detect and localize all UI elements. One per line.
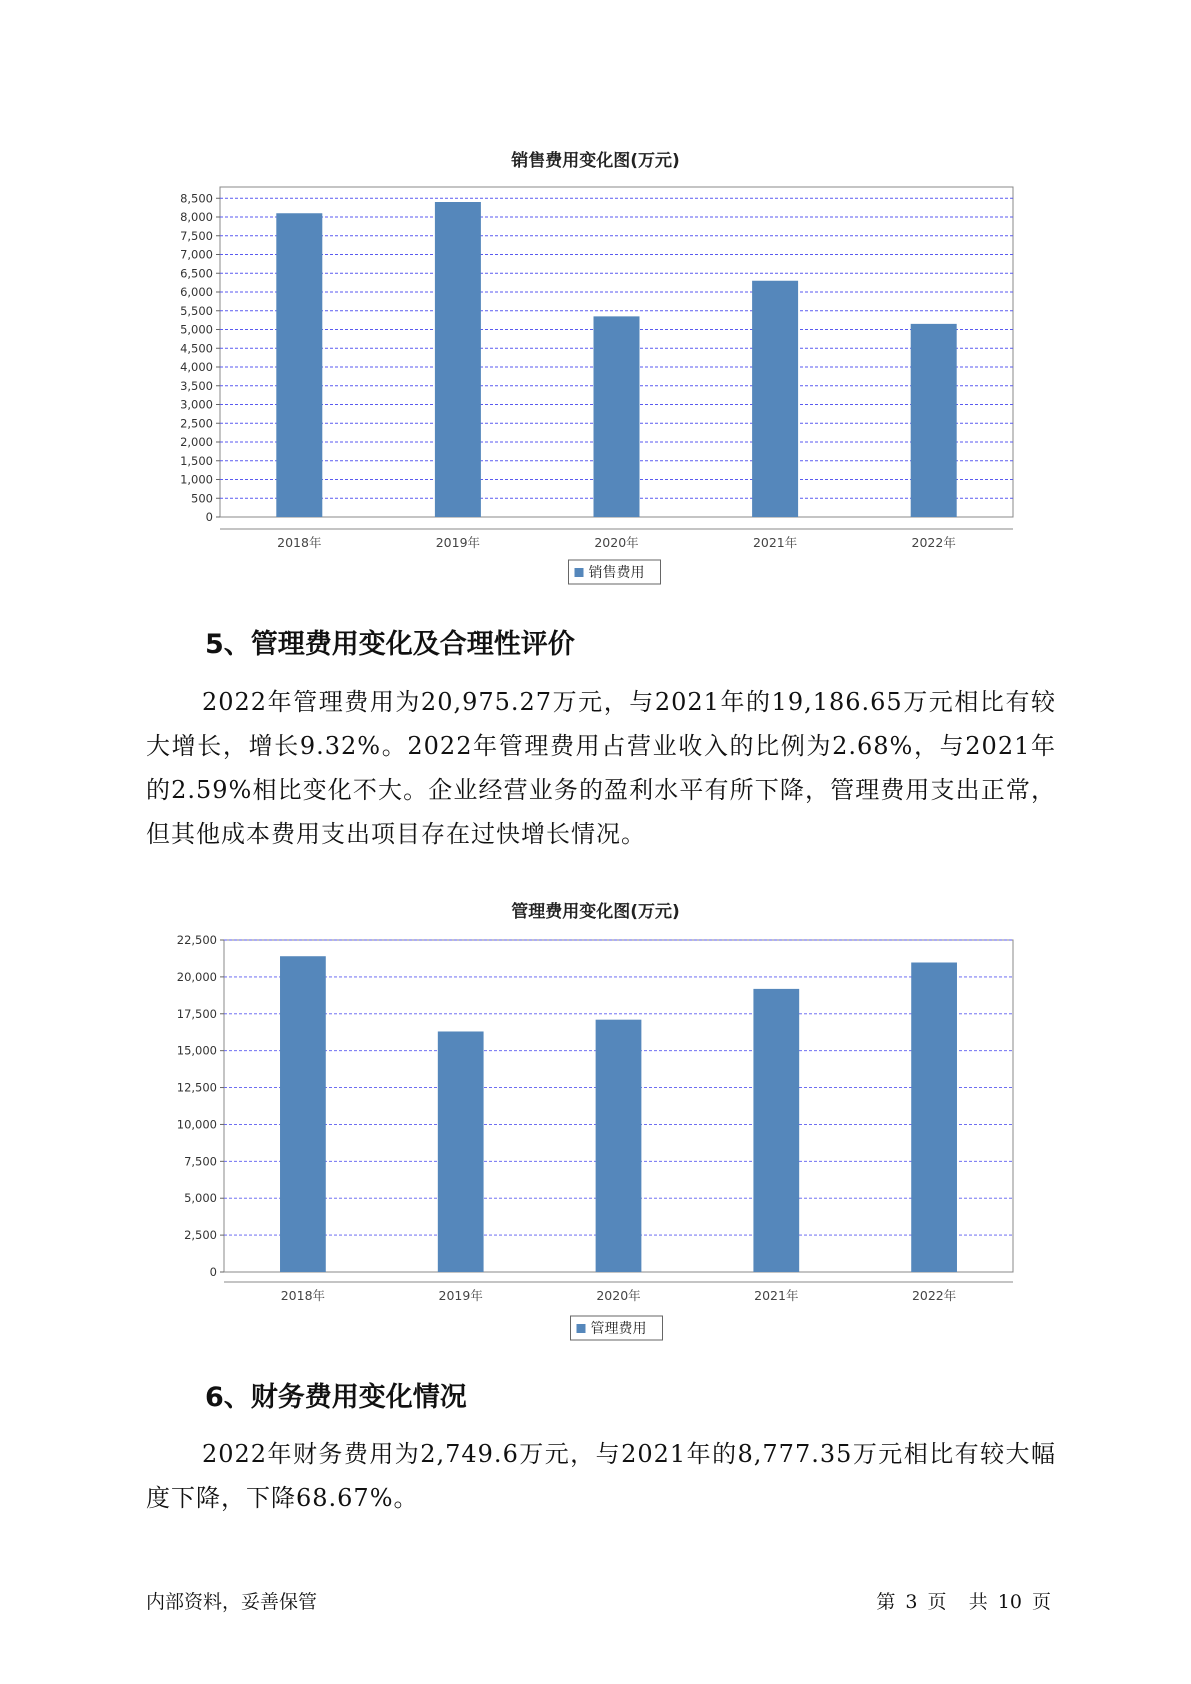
section-5-heading: 5、管理费用变化及合理性评价 <box>205 629 575 660</box>
section-5-paragraph: 2022年管理费用为20,975.27万元，与2021年的19,186.65万元相比有较大增长，增长9.32%。2022年管理费用占营业收入的比例为2.68%，与2021年的2.59%相比变化不大。企业经营业务的盈利水平有所下降，管理费用支出正常，但其他成本费用支出项目存在过快增长情况。 <box>146 688 1056 848</box>
section-6-heading: 6、财务费用变化情况 <box>205 1382 467 1413</box>
y-tick-label: 2,500 <box>184 1228 217 1243</box>
y-tick-label: 0 <box>209 1265 217 1279</box>
y-tick-label: 7,500 <box>184 1154 217 1169</box>
legend-swatch <box>575 568 584 577</box>
y-tick-label: 4,500 <box>180 341 213 356</box>
sales-chart <box>0 0 1191 600</box>
bar <box>594 316 640 517</box>
x-tick-label: 2018年 <box>277 535 322 550</box>
bar <box>753 989 799 1272</box>
y-tick-label: 7,500 <box>180 228 213 243</box>
y-tick-label: 5,000 <box>184 1191 217 1206</box>
x-tick-label: 2021年 <box>752 535 798 550</box>
x-tick-label: 2022年 <box>911 1288 957 1303</box>
y-tick-label: 500 <box>191 491 213 506</box>
x-tick-label: 2021年 <box>754 1288 799 1303</box>
footer-page-number <box>874 1587 1053 1614</box>
y-tick-label: 5,000 <box>180 322 213 337</box>
page-unit: 页 <box>927 1591 947 1613</box>
y-tick-label: 15,000 <box>176 1043 217 1058</box>
total-unit: 页 <box>1031 1591 1051 1613</box>
x-tick-label: 2018年 <box>280 1288 326 1303</box>
total-prefix: 共 <box>968 1591 988 1613</box>
bar <box>596 1020 642 1272</box>
sales-chart-title: 销售费用变化图(万元) <box>511 151 680 171</box>
y-tick-label: 12,500 <box>176 1080 217 1095</box>
bar <box>435 202 481 517</box>
y-tick-label: 8,500 <box>180 191 213 206</box>
legend-swatch <box>577 1324 586 1333</box>
y-tick-label: 3,500 <box>180 378 213 393</box>
y-tick-label: 8,000 <box>180 210 213 224</box>
bar <box>280 956 326 1272</box>
x-tick-label: 2020年 <box>594 535 639 550</box>
y-tick-label: 5,500 <box>180 303 213 318</box>
y-tick-label: 1,000 <box>180 472 213 487</box>
page-total: 10 <box>997 1591 1022 1613</box>
y-tick-label: 2,000 <box>180 435 213 449</box>
bar <box>911 962 957 1272</box>
x-tick-label: 2019年 <box>438 1288 483 1303</box>
footer-confidential-note: 内部资料，妥善保管 <box>146 1591 318 1613</box>
y-tick-label: 0 <box>205 510 213 524</box>
x-tick-label: 2019年 <box>435 535 481 550</box>
y-tick-label: 4,000 <box>180 360 213 374</box>
y-tick-label: 6,500 <box>180 266 213 281</box>
legend-label: 销售费用 <box>588 565 645 581</box>
y-tick-label: 20,000 <box>176 969 217 984</box>
admin-chart <box>0 900 1191 1350</box>
bar <box>911 324 957 517</box>
bar <box>752 281 798 517</box>
x-tick-label: 2022年 <box>911 535 956 550</box>
bar <box>438 1031 484 1272</box>
y-tick-label: 17,500 <box>176 1006 217 1021</box>
y-tick-label: 10,000 <box>176 1117 217 1132</box>
x-tick-label: 2020年 <box>596 1288 641 1303</box>
y-tick-label: 3,000 <box>180 397 213 412</box>
y-tick-label: 6,000 <box>180 285 213 299</box>
y-tick-label: 22,500 <box>176 933 217 947</box>
page-prefix: 第 <box>876 1591 896 1613</box>
legend-label: 管理费用 <box>590 1321 647 1337</box>
y-tick-label: 1,500 <box>180 453 213 468</box>
y-tick-label: 2,500 <box>180 416 213 431</box>
admin-chart-title: 管理费用变化图(万元) <box>511 902 680 922</box>
bar <box>276 213 322 517</box>
section-6-paragraph: 2022年财务费用为2,749.6万元，与2021年的8,777.35万元相比有较大幅度下降，下降68.67%。 <box>146 1440 1056 1512</box>
y-tick-label: 7,000 <box>180 247 213 262</box>
page-current: 3 <box>905 1591 918 1613</box>
